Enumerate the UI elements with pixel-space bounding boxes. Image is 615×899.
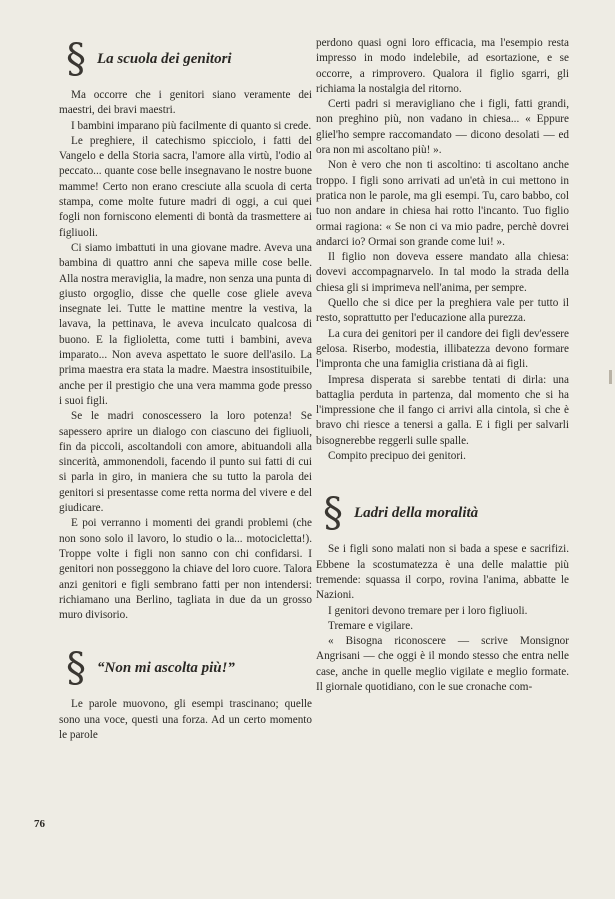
paragraph: I genitori devono tremare per i loro figliuoli. [328, 604, 528, 617]
page-edge-mark [609, 370, 612, 384]
left-column [59, 36, 312, 743]
paragraph: Se i figli sono malati non si bada a spese e sacrifizi. Ebbene la scostumatezza è una delle malattie più tremende: squassa il corpo, rovina l'anima, abbatte le Nazioni. [316, 543, 569, 602]
section-heading-3 [316, 490, 569, 536]
section-mark-icon: § [323, 490, 343, 537]
paragraph: I bambini imparano più facilmente di quanto si crede. [71, 119, 312, 132]
paragraph: Ci siamo imbattuti in una giovane madre. Aveva una bambina di quattro anni che sapeva mille cose belle. Alla nostra meraviglia, la madre, non senza una punta di giusto orgoglio, disse che quelle cose gliele aveva insegnate lei. Tutte le mattine mentre la vestiva, la lavava, la pettinava, le aveva inculcato qualcosa di buono. E la figlioletta, come tutti i bambini, aveva imparato... Non aveva aspettato le suore dell'asilo. La prima maestra era stata la madre. Maestra insostituibile, anche per il prestigio che una vera mamma gode presso i suoi figli. [59, 241, 312, 407]
paragraph: perdono quasi ogni loro efficacia, ma l'esempio resta impresso in modo indelebile, ad esortazione, e se occorre, a rimprovero. Qualora il figlio sgarri, gli richiama la nostalgia del ritorno. [316, 37, 569, 95]
right-column [316, 36, 569, 695]
paragraph: Tremare e vigilare. [328, 619, 414, 632]
paragraph: Impresa disperata si sarebbe tentati di dirla: una battaglia perduta in partenza, dal momento che si ha l'impressione che il fango ci arrivi alla cintola, sì che è bravo chi riesce a tenersi a galla. E i figli per salvarli bisognerebbe reggerli sulle spalle. [316, 373, 569, 447]
page-number: 76 [34, 818, 45, 830]
paragraph: Compito precipuo dei genitori. [328, 450, 466, 463]
paragraph: Se le madri conoscessero la loro potenza! Se sapessero aprire un dialogo con ciascuno dei figliuoli, fin da piccoli, ascoltandoli con amore, abituandoli alla sincerità, ammonendoli, facendo il punto sui fatti di cui si parla in giro, in maniera che su tutto la parola dei genitori si presentasse come retta norma del vivere e del giudicare. [59, 410, 312, 515]
section-heading-1 [59, 36, 312, 82]
paragraph: « Bisogna riconoscere — scrive Monsignor Angrisani — che oggi è il mondo stesso che entra nelle case, anche in quelle meglio vigilate e meglio formate. Il giornale quotidiano, con le sue cronache com- [316, 635, 569, 693]
section-mark-icon: § [66, 36, 86, 82]
section-title: Ladri della moralità [354, 504, 479, 521]
section-title: La scuola dei genitori [97, 50, 232, 67]
paragraph: Le parole muovono, gli esempi trascinano; quelle sono una voce, questi una forza. Ad un certo momento le parole [59, 698, 312, 741]
paragraph: Il figlio non doveva essere mandato alla chiesa: dovevi accompagnarvelo. In tal modo la strada della chiesa gli si imprimeva nell'anima, per sempre. [316, 251, 569, 294]
paragraph: Quello che si dice per la preghiera vale per tutto il resto, soprattutto per l'educazione alla purezza. [316, 297, 569, 325]
section-heading-2 [59, 645, 312, 691]
section-mark-icon: § [66, 645, 86, 692]
paragraph: Ma occorre che i genitori siano veramente dei maestri, dei bravi maestri. [59, 89, 312, 117]
paragraph: Le preghiere, il catechismo spicciolo, i fatti del Vangelo e della Storia sacra, l'amore alla virtù, l'odio al peccato... quante cose belle insegnavano le nostre buone mamme! Certo non erano cresciute alla scuola di certa stampa, come molte future madri di oggi, a cui quei fogli non forniscono elementi di bontà da trasmettere ai figliuoli. [59, 134, 312, 239]
paragraph: E poi verranno i momenti dei grandi problemi (che non sono solo il lavoro, lo studio o la... motocicletta!). Troppe volte i figli non sanno con chi confidarsi. I genitori non posseggono la chiave del loro cuore. Talora anzi genitori e figli sembrano fatti per non intendersi: richiamano una Berlino, tagliata in due da un grosso muro divisorio. [59, 517, 312, 622]
paragraph: La cura dei genitori per il candore dei figli dev'essere gelosa. Riserbo, modestia, illibatezza devono formare l'impronta che una famiglia cristiana dà ai figli. [316, 327, 569, 371]
section-title: “Non mi ascolta più!” [97, 659, 235, 676]
paragraph: Certi padri si meravigliano che i figli, fatti grandi, non preghino più, non vadano in chiesa... « Eppure gliel'ho sempre raccomandato — dicono desolati — ed ora non mi ascoltano più! ». [316, 98, 569, 157]
paragraph: Non è vero che non ti ascoltino: ti ascoltano anche troppo. I figli sono arrivati ad un'età in cui mettono in pratica non le parole, ma gli esempi. Tu, caro babbo, col tuo non andare in chiesa hai rotto l'incanto. Tuo figlio ormai ragiona: « Se non ci va mio padre, perchè dovrei andarci io? Ormai son grande come lui! ». [316, 159, 569, 248]
